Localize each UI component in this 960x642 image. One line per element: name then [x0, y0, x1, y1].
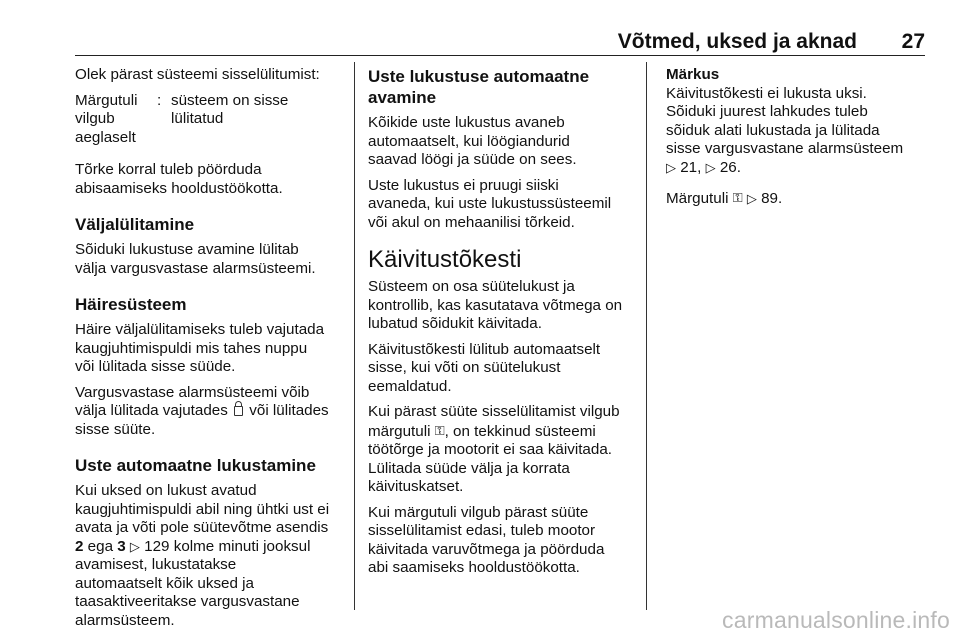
page-reference[interactable]: 89. — [761, 190, 783, 207]
status-description: süsteem on sisse lülitatud — [171, 91, 289, 127]
page-reference[interactable]: 21 — [680, 158, 698, 176]
arrow-ref-icon: ▷ — [666, 159, 676, 175]
paragraph: Häire väljalülitamiseks tuleb vajutada kaugjuhtimispuldi mis tahes nuppu või lülitada sisse süüde. — [75, 321, 325, 375]
status-separator: : — [157, 91, 162, 109]
paragraph: Sõiduki lukustuse avamine lülitab välja vargusvastase alarmsüsteemi. — [75, 241, 316, 277]
arrow-ref-icon: ▷ — [746, 191, 757, 206]
paragraph: Kui märgutuli vilgub pärast süüte sisselülitamist edasi, tuleb mootor käivitada varuvõtmega ja pöörduda abi saamiseks hooldustöökotta. — [368, 503, 605, 576]
paragraph: Süsteem on osa süütelukust ja kontrollib, kas kasutatava võtmega on lubatud sõidukit käivitada. — [368, 278, 623, 332]
arrow-ref-icon: ▷ — [705, 159, 716, 175]
chapter-title: Võtmed, uksed ja aknad — [617, 30, 857, 53]
column-middle — [368, 66, 638, 585]
paragraph: Märgutuli ⚿ ▷ 89. — [666, 190, 783, 207]
column-divider — [646, 62, 647, 610]
paragraph: Vargusvastase alarmsüsteemi võib välja lülitada vajutades või lülitades sisse süüte. — [75, 383, 329, 438]
lock-icon — [234, 406, 243, 416]
page-number: 27 — [901, 30, 925, 53]
arrow-ref-icon: ▷ — [129, 538, 140, 554]
paragraph: Kõikide uste lukustus avaneb automaatselt, kui löögiandurid saavad löögi ja süüde on sees. — [368, 114, 577, 168]
paragraph: Käivitustõkesti lülitub automaatselt sisse, kui võti on süütelukust eemaldatud. — [368, 340, 601, 395]
column-divider — [354, 62, 355, 610]
column-left — [75, 66, 343, 637]
heading-immobiliser: Käivitustõkesti — [368, 246, 522, 273]
page-reference[interactable]: 129 — [144, 537, 170, 555]
watermark: carmanualsonline.info — [722, 607, 950, 633]
paragraph: Uste lukustus ei pruugi siiski avaneda, kui uste lukustussüsteemil või akul on mehaanilisi tõrkeid. — [368, 176, 612, 231]
car-key-icon: ⚿ — [434, 422, 445, 438]
intro-text: Olek pärast süsteemi sisselülitumist: — [75, 66, 320, 83]
note-title: Märkus — [666, 66, 720, 83]
status-table — [75, 92, 343, 148]
status-term: Märgutuli vilgub aeglaselt — [75, 91, 138, 146]
paragraph: Kui uksed on lukust avatud kaugjuhtimispuldi abil ning ühtki ust ei avata ja võti pole süütevõtme asendis 2 ega 3 ▷ 129 kolme minuti jooksul avamisest, lukustatakse automaatselt kõik uksed ja taasaktiveeritakse vargusvastane alarmsüsteem. — [75, 482, 330, 629]
note-box: Märkus Käivitustõkesti ei lukusta uksi. Sõiduki juurest lahkudes tuleb sõiduk alati lukustada ja lülitada sisse vargusvastane alarmsüsteem ▷ 21, ▷ 26. — [666, 66, 904, 176]
car-key-icon: ⚿ — [732, 190, 743, 205]
page-reference[interactable]: 26. — [719, 158, 741, 176]
paragraph: Tõrke korral tuleb pöörduda abisaamiseks hooldustöökotta. — [75, 161, 283, 197]
page-header — [75, 24, 925, 56]
heading-deactivation: Väljalülitamine — [75, 215, 195, 234]
header-rule — [75, 55, 925, 56]
column-right — [666, 66, 928, 216]
paragraph: Kui pärast süüte sisselülitamist vilgub märgutuli ⚿, on tekkinud süsteemi töötõrge ja mootorit ei saa käivitada. Lülitada süüde välja ja korrata käivituskatset. — [368, 403, 620, 495]
heading-auto-lock: Uste automaatne lukustamine — [75, 456, 316, 475]
heading-auto-unlock: Uste lukustuse automaatne avamine — [368, 67, 590, 107]
heading-alarm: Häiresüsteem — [75, 295, 187, 314]
